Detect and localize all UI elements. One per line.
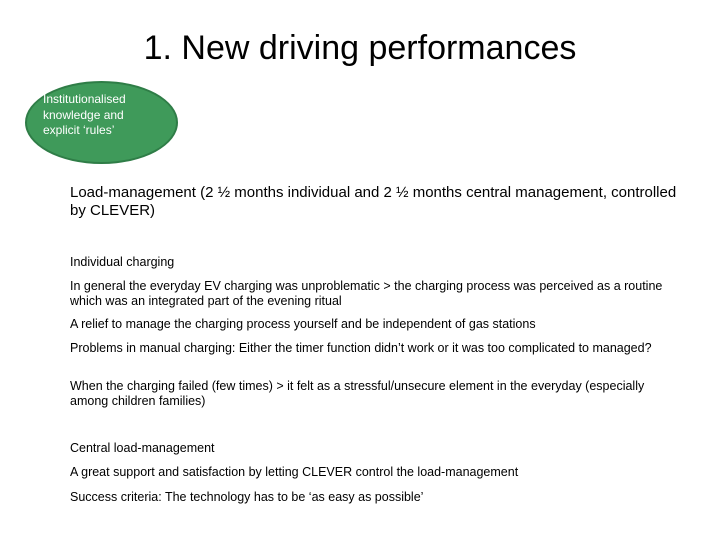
individual-item-3: Problems in manual charging: Either the timer function didn’t work or it was too complicated to managed? (70, 341, 652, 355)
lead-paragraph: Load-management (2 ½ months individual and 2 ½ months central management, controlled by CLEVER) (70, 184, 677, 219)
individual-item-4: When the charging failed (few times) > it felt as a stressful/unsecure element in the everyday (especially among children families) (70, 379, 645, 408)
slide-title: 1. New driving performances (143, 29, 577, 67)
badge-text: Institutionalised knowledge and explicit ‘rules’ (43, 92, 126, 137)
individual-item-2: A relief to manage the charging process yourself and be independent of gas stations (70, 317, 536, 331)
central-heading: Central load-management (70, 441, 215, 455)
central-item-1: A great support and satisfaction by letting CLEVER control the load-management (70, 465, 519, 479)
individual-heading: Individual charging (70, 255, 175, 269)
individual-item-1: In general the everyday EV charging was unproblematic > the charging process was perceived as a routine which was an integrated part of the evening ritual (70, 279, 663, 308)
central-item-2: Success criteria: The technology has to be ‘as easy as possible’ (70, 490, 424, 504)
